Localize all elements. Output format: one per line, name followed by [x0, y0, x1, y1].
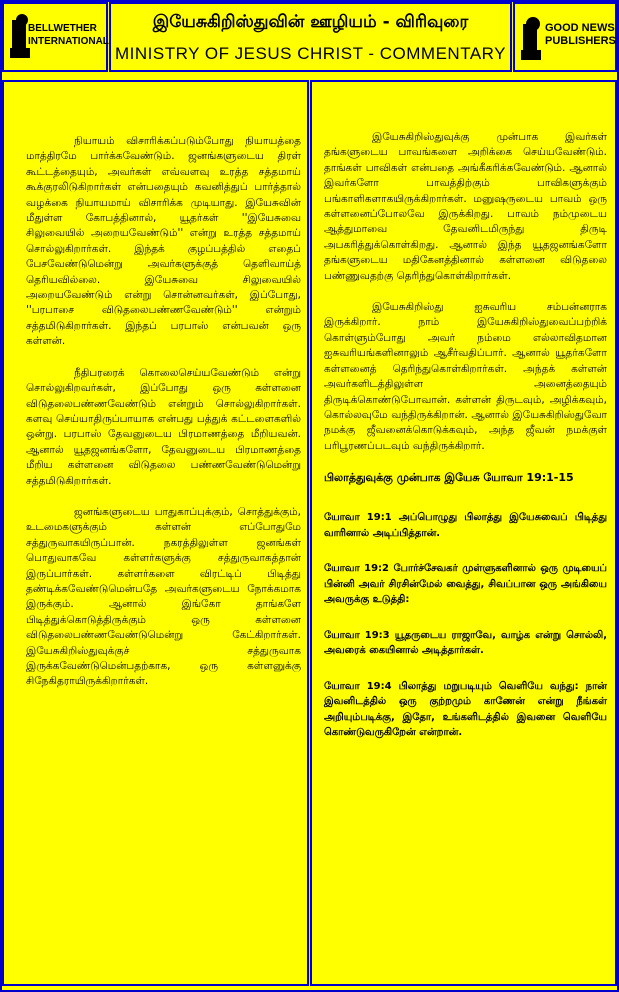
right-logo-line-1: GOOD NEWS — [545, 22, 615, 34]
title-english: MINISTRY OF JESUS CHRIST - COMMENTARY — [115, 44, 506, 63]
good-news-logo-box — [513, 2, 617, 72]
left-paragraph-3: ஜனங்களுடைய பாதுகாப்புக்கும், சொத்துக்கும், உடமைகளுக்கும் கள்ளன் எப்போதுமே சத்துருவாகயிருப்பான். நகரத்திலுள்ள ஜனங்கள் பொதுவாகவே கள்ளர்களுக்கு சத்துருவாகத்தான் இருப்பார்கள். கள்ளர்களை விரட்டிப் பிடித்து தண்டிக்கவேண்டுமென்பதே அவர்களுடைய நோக்கமாக இருக்கும். ஆனால் இங்கோ தாங்களே பிடித்துக்கொடுத்திருக்கும் ஒரு கள்ளனை விடுதலைபண்ணவேண்டுமென்று கேட்கிறார்கள். இயேசுகிறிஸ்துவுக்குச் சத்துருவாக இருக்கவேண்டுமென்பதற்காக, ஒரு கள்ளனுக்கு சிநேகிதராயிருக்கிறார்கள். — [26, 505, 301, 688]
right-paragraph-1: இயேசுகிறிஸ்துவுக்கு முன்பாக இவர்கள் தங்களுடைய பாவங்களை அறிக்கை செய்யவேண்டும். தாங்கள் பாவிகள் என்பதை அங்கீகரிக்கவேண்டும். ஆனால் இவர்களோ பாவத்திற்கும் பாவிகளுக்கும் பங்காளிகளாகயிருக்கிறார்கள். மனுஷருடைய பாவம் ஒரு கள்ளனைப்போலவே இருக்கிறது. பாவம் நம்முடைய ஆத்துமாவை தேவனிடமிருந்து திருடி அபகரித்துக்கொள்கிறது. ஆனால் இந்த யூதஜனங்களோ தங்களுடைய மதிகேனத்தினால் கள்ளனை விடுதலை பண்ணுவதற்கு தெரிந்துகொள்கிறார்கள். — [324, 131, 607, 282]
verse-4: யோவா 19:4 பிலாத்து மறுபடியும் வெளியே வந்து: நான் இவனிடத்தில் ஒரு குற்றமும் காணேன் என்று நீங்கள் அறியும்படிக்கு, இதோ, உங்களிடத்தில் இவனை வெளியே கொண்டுவருகிறேன் என்றான். — [324, 680, 607, 739]
left-paragraph-2: நீதிபரரைக் கொலைசெய்யவேண்டும் என்று சொல்லுகிறவர்கள், இப்போது ஒரு கள்ளனை விடுதலைபண்ணவேண்டும் என்றும் சொல்லுகிறார்கள். களவு செய்யாதிருப்பாயாக என்பது பத்துக் கட்டளைகளில் ஒன்று. பரபாஸ் தேவனுடைய பிரமாணத்தை மீறியவன். ஆனால் யூதஜனங்களோ, தேவனுடைய பிரமாணத்தை மீறிய கள்ளனை விடுதலை பண்ணவேண்டுமென்று சத்தமிடுகிறார்கள். — [26, 366, 301, 487]
left-paragraph-1: நியாயம் விசாரிக்கப்படும்போது நியாயத்தை மாத்திரமே பார்க்கவேண்டும். ஜனங்களுடைய திரள் கூட்டத்தையும், அவர்கள் எவ்வளவு உரத்த சத்தமாய் கூக்குரலிடுகிறார்கள் என்பதையும் கவனித்துப் பார்த்தால் வழக்கை நியாயமாய் விசாரிக்க முடியாது. இயேசுவின் மீதுள்ள கோபத்தினால், யூதர்கள் ''இயேசுவை சிலுவையில் அறையவேண்டும்'' என்று உரத்த சத்தமாய் சொல்லுகிறார்கள். இந்தக் குழப்பத்தில் எதைப் பேசவேண்டுமென்று அவர்களுக்குத் தெளிவாய்த் தெரியவில்லை. இயேசுவை சிலுவையில் அறையவேண்டும் என்று சொன்னவர்கள், இப்போது, ''பரபாசை விடுதலைபண்ணவேண்டும்'' என்றும் சத்தமிடுகிறார்கள். இந்தப் பரபாஸ் என்பவன் ஒரு கள்ளன். — [26, 135, 301, 348]
good-news-ram-icon — [521, 16, 541, 62]
left-logo-line-1: BELLWETHER — [28, 23, 97, 34]
left-logo-line-2: INTERNATIONAL — [28, 36, 109, 47]
bellwether-logo-box — [2, 2, 108, 72]
right-logo-text — [545, 22, 616, 48]
header — [2, 2, 617, 76]
title-box — [109, 2, 512, 72]
left-column — [2, 80, 309, 986]
verse-3: யோவா 19:3 யூதருடைய ராஜாவே, வாழ்க என்று சொல்லி, அவரைக் கையினால் அடித்தார்கள். — [324, 629, 607, 657]
section-heading: பிலாத்துவுக்கு முன்பாக இயேசு யோவா 19:1-15 — [324, 471, 574, 485]
right-logo-line-2: PUBLISHERS — [545, 35, 616, 47]
right-paragraph-2: இயேசுகிறிஸ்து ஐசுவரிய சம்பன்னராக இருக்கிறார். நாம் இயேசுகிறிஸ்துவைப்பற்றிக் கொள்ளும்போது அவர் நம்மை எல்லாவிதமான ஐசுவரியங்களினாலும் ஆசீர்வதிப்பார். ஆனால் யூதர்களோ கள்ளனைத் தெரிந்துகொள்கிறார்கள். அந்தக் கள்ளன் அவர்களிடத்திலுள்ள அனைத்தையும் திருடிக்கொண்டுபோவான். கள்ளன் திருடவும், அழிக்கவும், கொல்லவுமே வந்திருக்கிறான். ஆனால் இயேசுகிறிஸ்துவோ நமக்கு ஜீவனைக்கொடுக்கவும், அந்த ஜீவன் நமக்குள் பரிபூரணப்படவும் வந்திருக்கிறார். — [324, 301, 607, 452]
left-logo-text — [28, 22, 109, 48]
verse-1: யோவா 19:1 அப்பொழுது பிலாத்து இயேசுவைப் பிடித்து வாரினால் அடிப்பித்தான். — [324, 512, 607, 539]
verse-2: யோவா 19:2 போர்ச்சேவகர் முள்ளுகளினால் ஒரு முடியைப் பின்னி அவர் சிரசின்மேல் வைத்து, சிவப்பான ஒரு அங்கியை அவருக்கு உடுத்தி: — [324, 563, 607, 606]
bellwether-ram-icon — [10, 14, 30, 62]
title-tamil: இயேசுகிறிஸ்துவின் ஊழியம் - விரிவுரை — [152, 12, 469, 32]
right-column — [310, 80, 617, 986]
